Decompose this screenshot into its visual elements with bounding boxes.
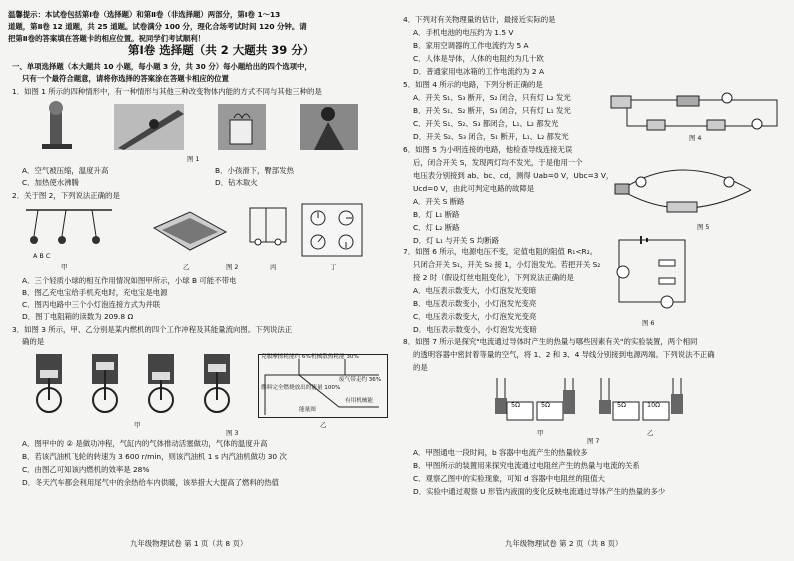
figure-6-circuit (611, 234, 691, 318)
figure-2-label-yi: 乙 (183, 263, 190, 271)
question-3-line-1: 3．如图 3 所示，甲、乙分别是某内燃机的四个工作冲程及其能量流向图。下列说法正 (12, 325, 293, 334)
q4-option-a[interactable]: A．手机电池的电压约为 1.5 V (413, 28, 514, 37)
figure-7-caption: 图 7 (587, 437, 600, 445)
q6-option-d[interactable]: D．灯 L₁ 与开关 S 均断路 (413, 236, 499, 245)
q7-option-d[interactable]: D．电压表示数变小，小灯泡发光变暗 (413, 325, 537, 334)
slide-child-image (114, 104, 184, 150)
q5-option-d[interactable]: D．开关 S₂、S₃ 闭合，S₁ 断开，L₁、L₂ 都发光 (413, 132, 569, 141)
energy-friction-label: 克服摩擦耗能约 6% (261, 354, 311, 360)
part1-instruction-2: 只有一个最符合题意，请将你选择的答案涂在答题卡相应的位置 (22, 74, 229, 83)
question-7-line-2: 只闭合开关 S₁，开关 S₂ 接 1，小灯泡发光。若把开关 S₂ (413, 260, 601, 269)
notice-line-1: 温馨提示：本试卷包括第Ⅰ卷（选择题）和第Ⅱ卷（非选择题）两部分，第Ⅰ卷 1～13 (8, 10, 281, 19)
q2-option-d[interactable]: D．图丁电阻箱的读数为 209.8 Ω (22, 312, 134, 321)
question-8-line-3: 的是 (413, 363, 428, 372)
page-2-footer: 九年级物理试卷 第 2 页（共 8 页） (505, 539, 623, 548)
q1-option-c[interactable]: C．加热使水沸腾 (22, 178, 79, 187)
q2-option-b[interactable]: B．图乙充电宝给手机充电时，充电宝是电源 (22, 288, 168, 297)
power-bank-image (154, 212, 226, 250)
q2-option-a[interactable]: A．三个轻质小球的相互作用情况如图甲所示，小球 B 可能不带电 (22, 276, 237, 285)
figure-4-circuit (607, 84, 787, 134)
q8-option-a[interactable]: A．甲图通电一段时间，b 容器中电流产生的热量较多 (413, 448, 588, 457)
q6-option-c[interactable]: C．灯 L₂ 断路 (413, 223, 460, 232)
q6-option-b[interactable]: B．灯 L₁ 断路 (413, 210, 460, 219)
figure-7-apparatus (493, 374, 693, 426)
figure-2-caption: 图 2 (226, 263, 239, 271)
q4-option-c[interactable]: C．人体是导体，人体的电阻约为几十欧 (413, 54, 544, 63)
figure-2-images (22, 202, 372, 262)
container-c-resistor: 5Ω (617, 401, 626, 409)
figure-5-caption: 图 5 (697, 223, 710, 231)
container-d-resistor: 10Ω (647, 401, 661, 409)
energy-exhaust-label: 废气带走约 36% (339, 377, 382, 383)
engine-strokes-diagram (22, 348, 254, 420)
energy-flow-diagram (258, 354, 388, 418)
figure-2-label-ding: 丁 (330, 263, 337, 271)
q3-option-d[interactable]: D．冬天汽车都会利用尾气中的余热给车内供暖，该举措大大提高了燃料的热值 (22, 478, 279, 487)
q4-option-d[interactable]: D．普通家用电冰箱的工作电流约为 2 A (413, 67, 545, 76)
q1-option-d[interactable]: D．钻木取火 (215, 178, 258, 187)
figure-3-label-jia: 甲 (134, 421, 141, 429)
q3-option-a[interactable]: A．图甲中的 ② 是做功冲程，气缸内的气体推动活塞做功，气体的温度升高 (22, 439, 268, 448)
q7-option-a[interactable]: A．电压表示数变大，小灯泡发光变暗 (413, 286, 537, 295)
question-7-line-1: 7．如图 6 所示，电源电压不变，定值电阻的阻值 R₁<R₂。 (403, 247, 598, 256)
q7-option-c[interactable]: C．电压表示数变大，小灯泡发光变亮 (413, 312, 537, 321)
figure-6-caption: 图 6 (642, 319, 655, 327)
q3-option-b[interactable]: B．若该汽油机飞轮的转速为 3 600 r/min，则该汽油机 1 s 内汽油机做功 30 次 (22, 452, 287, 461)
question-4: 4．下列对有关物理量的估计，最接近实际的是 (403, 15, 556, 24)
q4-option-b[interactable]: B．家用空调器的工作电流约为 5 A (413, 41, 529, 50)
figure-2-label-jia: 甲 (61, 263, 68, 271)
figure-3-caption: 图 3 (226, 429, 239, 437)
q5-option-c[interactable]: C．开关 S₁、S₂、S₃ 都闭合，L₁、L₂ 都发光 (413, 119, 559, 128)
energy-total-label: 燃料完全燃烧放出的能量 100% (261, 385, 341, 391)
q1-option-a[interactable]: A．空气被压缩，温度升高 (22, 166, 109, 175)
exam-page-1 (0, 0, 395, 561)
figure-1-images (38, 100, 358, 154)
q2-option-c[interactable]: C．图丙电路中三个小灯泡连接方式为并联 (22, 300, 161, 309)
question-6-line-3: 电压表分别接到 ab、bc、cd，测得 Uab=0 V，Ubc=3 V， (413, 171, 614, 180)
exam-page-2 (397, 0, 794, 561)
q3-option-c[interactable]: C．由图乙可知该内燃机的效率是 28% (22, 465, 150, 474)
q1-option-b[interactable]: B．小孩滑下，臀部发热 (215, 166, 294, 175)
question-3-line-2: 确的是 (22, 337, 45, 346)
question-8-line-1: 8．如图 7 所示是探究"电流通过导体时产生的热量与哪些因素有关"的实验装置，两个相同 (403, 337, 698, 346)
resistance-box-image (302, 204, 362, 256)
question-2: 2．关于图 2，下列说法正确的是 (12, 191, 120, 200)
question-5: 5．如图 4 所示的电路，下列分析正确的是 (403, 80, 543, 89)
container-a-resistor: 5Ω (511, 401, 520, 409)
q8-option-b[interactable]: B．甲图所示的装置用来探究电流通过电阻丝产生的热量与电流的关系 (413, 461, 640, 470)
q8-option-c[interactable]: C．观察乙图中的实验现象，可知 d 容器中电阻丝的阻值大 (413, 474, 605, 483)
page-1-footer: 九年级物理试卷 第 1 页（共 8 页） (130, 539, 248, 548)
q8-option-d[interactable]: D．实验中通过观察 U 形管内液面的变化反映电流通过导体产生的热量的多少 (413, 487, 666, 496)
energy-useful-label: 有用机械能 (345, 398, 373, 404)
section-title: 第Ⅰ卷 选择题（共 2 大题共 39 分） (128, 43, 315, 57)
figure-4-caption: 图 4 (689, 134, 702, 142)
question-6-line-2: 后，闭合开关 S，发现两灯均不发光，于是他用一个 (413, 158, 583, 167)
question-8-line-2: 的透明容器中密封着等量的空气，将 1、2 和 3、4 导线分别接到电源两端。下列说法不正确 (413, 350, 715, 359)
q7-option-b[interactable]: B．电压表示数变小，小灯泡发光变亮 (413, 299, 537, 308)
figure-5-circuit (611, 160, 761, 220)
question-7-line-3: 接 2 时（假设灯丝电阻变化），下列说法正确的是 (413, 273, 574, 282)
figure-1-caption: 图 1 (187, 155, 200, 163)
boiling-water-image (218, 104, 266, 150)
q5-option-b[interactable]: B．开关 S₁、S₂ 断开，S₃ 闭合，只有灯 L₁ 发光 (413, 106, 571, 115)
container-b-resistor: 5Ω (541, 401, 550, 409)
question-1: 1．如图 1 所示的四种情形中，有一种情形与其他三种改变物体内能的方式不同与其他三种的是 (12, 87, 322, 96)
figure-2-ball-labels: A B C (33, 252, 51, 260)
drill-wood-image (300, 104, 358, 150)
parallel-circuit-diagram (250, 208, 286, 245)
q6-option-a[interactable]: A．开关 S 断路 (413, 197, 465, 206)
figure-7-label-yi: 乙 (647, 429, 654, 437)
q5-option-a[interactable]: A．开关 S₁、S₃ 断开，S₂ 闭合，只有灯 L₂ 发光 (413, 93, 571, 102)
part1-instruction-1: 一、单项选择题（本大题共 10 小题，每小题 3 分，共 30 分）每小题给出的四个选项中， (12, 62, 312, 71)
figure-3-label-yi: 乙 (320, 421, 327, 429)
figure-7-label-jia: 甲 (537, 429, 544, 437)
energy-heat-label: 机械散热耗能 30% (311, 354, 359, 360)
energy-graph-label: 能量图 (299, 407, 316, 413)
charged-balls-diagram (26, 210, 112, 244)
notice-line-3: 把第Ⅱ卷的答案填在答题卡的相应位置。祝同学们考试顺利！ (8, 34, 206, 43)
notice-line-2: 道题，第Ⅱ卷 12 道题，共 25 道题。试卷满分 100 分，理化合场考试时间 120 分钟。请 (8, 22, 307, 31)
figure-2-label-bing: 丙 (270, 263, 277, 271)
question-6-line-1: 6．如图 5 为小明连接的电路，他检查导线连接无误 (403, 145, 573, 154)
question-6-line-4: Ucd=0 V，由此可判定电路的故障是 (413, 184, 535, 193)
air-compression-image (42, 101, 72, 149)
